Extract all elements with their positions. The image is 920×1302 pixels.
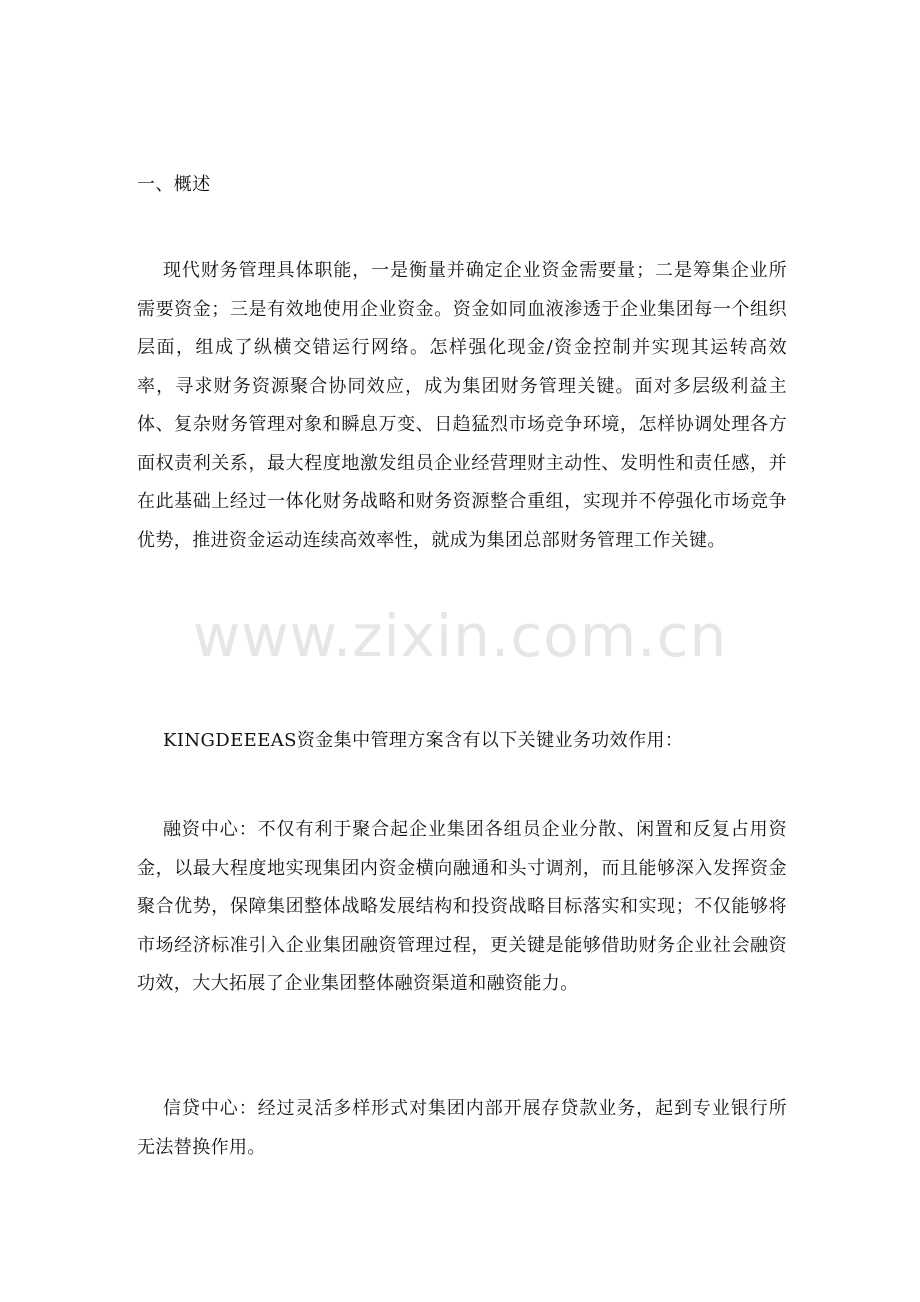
overview-paragraph: 现代财务管理具体职能，一是衡量并确定企业资金需要量；二是筹集企业所需要资金；三是有效地使用企业资金。资金如同血液渗透于企业集团每一个组织层面，组成了纵横交错运行网络。怎样强化现金/资金控制并实现其运转高效率，寻求财务资源聚合协同效应，成为集团财务管理关键。面对多层级利益主体、复杂财务管理对象和瞬息万变、日趋猛烈市场竞争环境，怎样协调处理各方面权责利关系，最大程度地激发组员企业经营理财主动性、发明性和责任感，并在此基础上经过一体化财务战略和财务资源整合重组，实现并不停强化市场竞争优势，推进资金运动连续高效率性，就成为集团总部财务管理工作关键。 (137, 260, 787, 551)
section-heading: 一、概述 (137, 174, 211, 195)
watermark: www.zixin.com.cn (192, 602, 728, 670)
intro-paragraph: KINGDEEEAS资金集中管理方案含有以下关键业务功效作用： (163, 730, 684, 751)
financing-center-paragraph: 融资中心：不仅有利于聚合起企业集团各组员企业分散、闲置和反复占用资金，以最大程度地实现集团内资金横向融通和头寸调剂，而且能够深入发挥资金聚合优势，保障集团整体战略发展结构和投资战略目标落实和实现；不仅能够将市场经济标准引入企业集团融资管理过程，更关键是能够借助财务企业社会融资功效，大大拓展了企业集团整体融资渠道和融资能力。 (137, 819, 787, 994)
credit-center-paragraph: 信贷中心：经过灵活多样形式对集团内部开展存贷款业务，起到专业银行所无法替换作用。 (137, 1098, 787, 1158)
